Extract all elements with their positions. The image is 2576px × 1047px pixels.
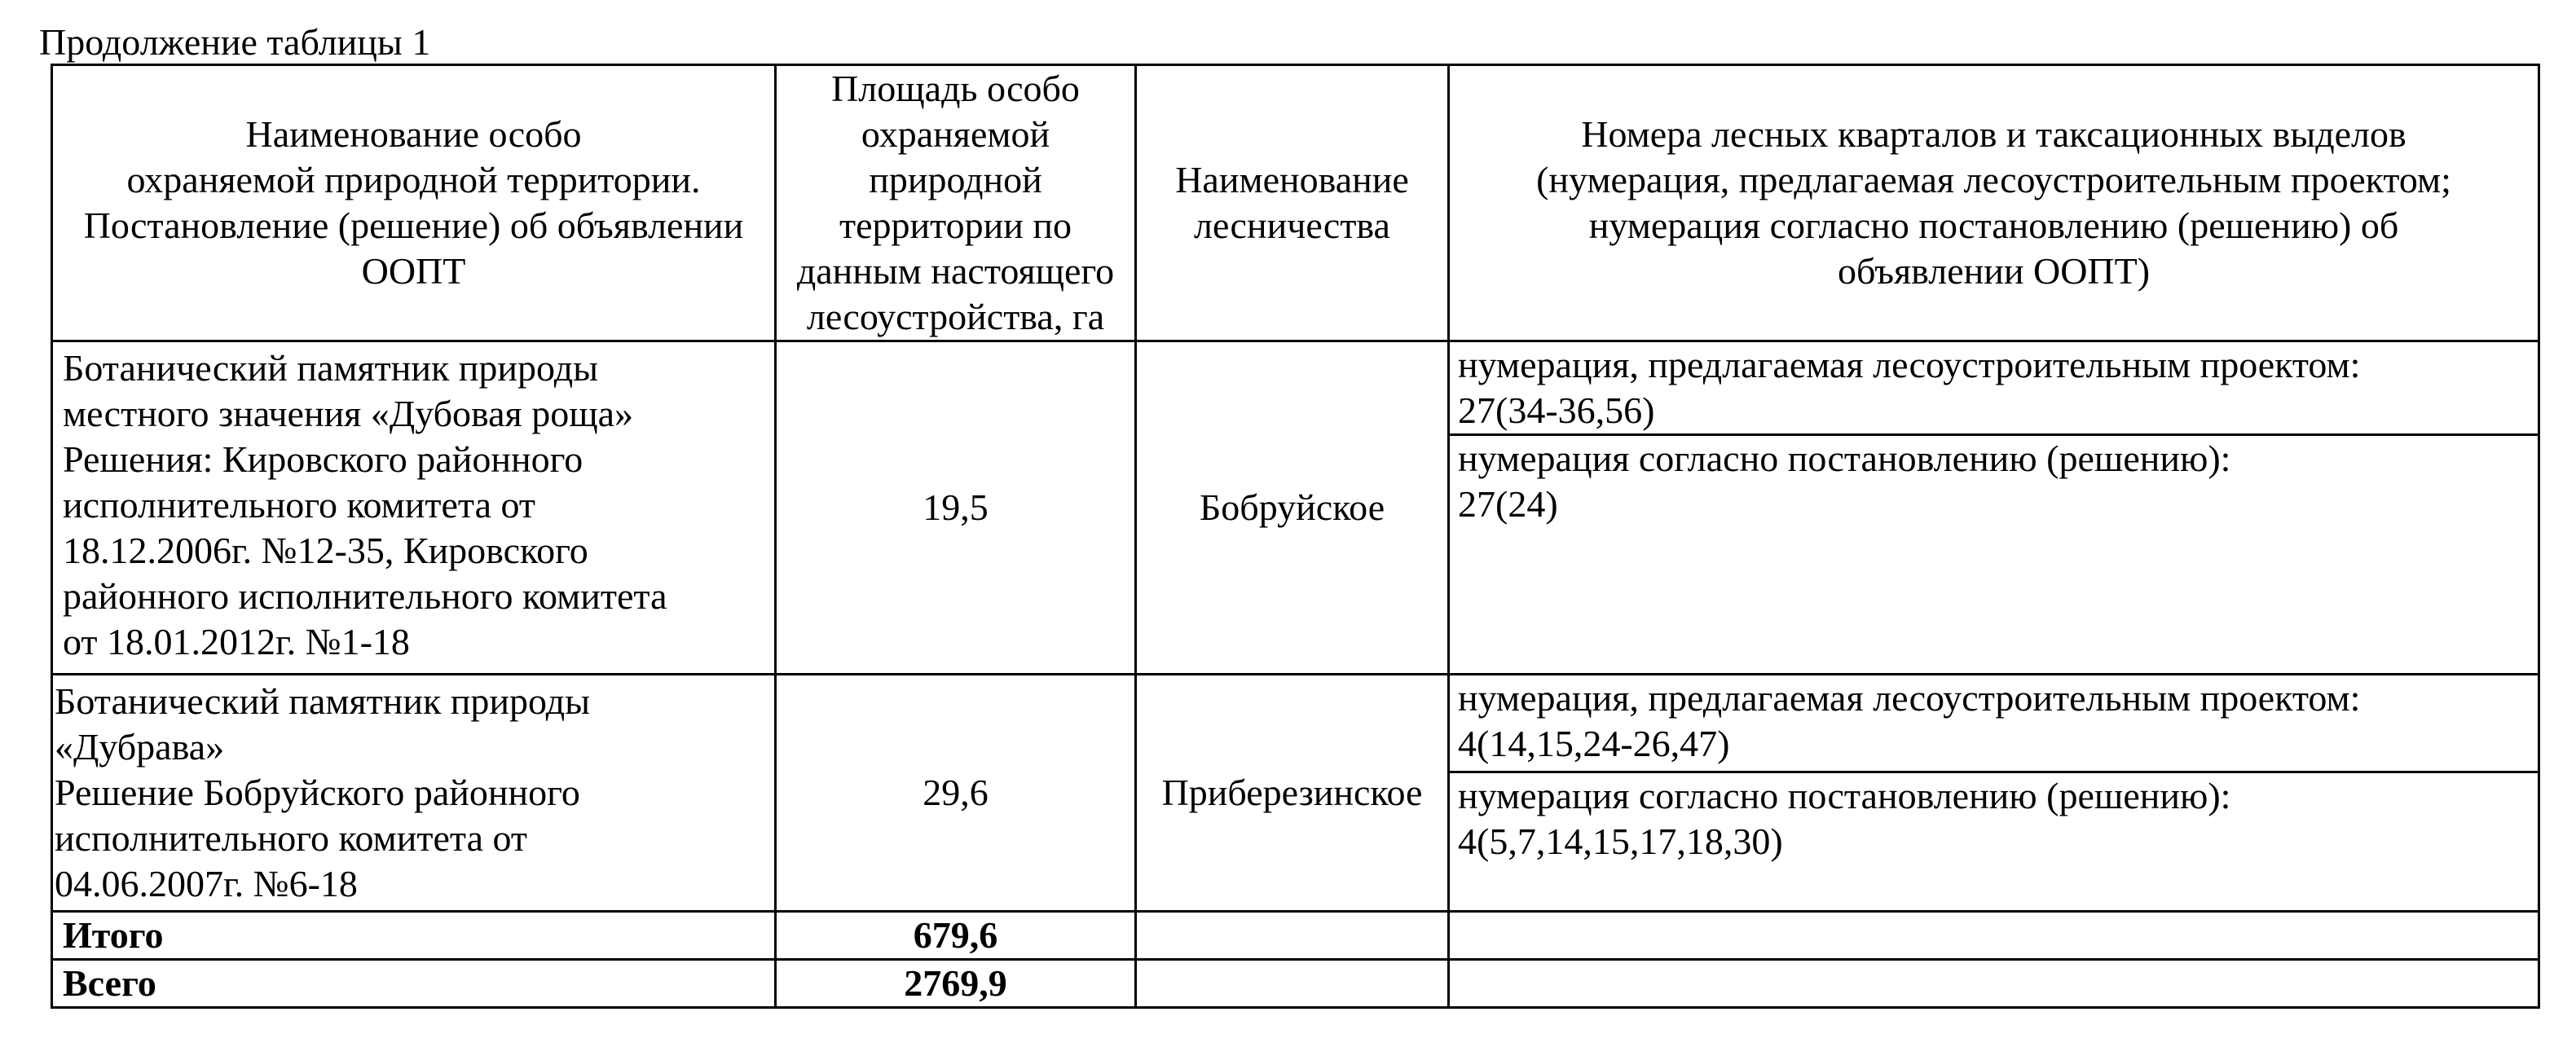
protected-areas-table (51, 64, 2540, 1009)
table-caption: Продолжение таблицы 1 (39, 21, 431, 63)
total-row (52, 960, 2539, 1008)
empty-cell (1449, 960, 2539, 1008)
table-row (52, 675, 2539, 772)
subtotal-label: Итого (52, 912, 776, 960)
proposed-numbering-cell (1449, 675, 2539, 772)
territory-name-line: местного значения «Дубовая роща» (63, 393, 634, 434)
header-forestry (1136, 65, 1449, 341)
proposed-numbering-line: 27(34-36,56) (1458, 389, 1655, 431)
decree-numbering-cell (1449, 772, 2539, 912)
header-forestry-line: Наименование (1175, 159, 1409, 200)
forestry-cell: Бобруйское (1136, 341, 1449, 675)
territory-name-line: Ботанический памятник природы (55, 680, 591, 722)
header-territory-line: Постановление (решение) об объявлении (83, 205, 744, 246)
header-territory-line: ООПТ (361, 250, 466, 292)
header-territory-line: охраняемой природной территории. (126, 159, 701, 200)
forestry-cell: Приберезинское (1136, 675, 1449, 912)
empty-cell (1136, 912, 1449, 960)
territory-name-line: исполнительного комитета от (63, 484, 535, 526)
territory-name-line: районного исполнительного комитета (63, 575, 667, 617)
table-row (52, 341, 2539, 435)
territory-name-cell (52, 341, 776, 675)
empty-cell (1449, 912, 2539, 960)
header-numbers (1449, 65, 2539, 341)
decree-numbering-line: 4(5,7,14,15,17,18,30) (1458, 820, 1783, 863)
header-area-line: охраняемой (861, 113, 1050, 155)
decree-numbering-cell (1449, 435, 2539, 675)
header-forestry-line: лесничества (1194, 205, 1390, 246)
subtotal-value: 679,6 (776, 912, 1136, 960)
proposed-numbering-line: 4(14,15,24-26,47) (1458, 723, 1730, 764)
territory-name-line: Решение Бобруйского районного (55, 772, 580, 813)
decree-numbering-line: 27(24) (1458, 483, 1558, 525)
territory-name-line: от 18.01.2012г. №1-18 (63, 621, 410, 662)
header-area-line: данным настоящего (796, 250, 1115, 292)
header-numbers-line: (нумерация, предлагаемая лесоустроительным проектом; (1536, 159, 2451, 200)
header-area-line: природной (869, 159, 1042, 200)
header-numbers-line: Номера лесных кварталов и таксационных выделов (1581, 113, 2406, 155)
proposed-numbering-cell (1449, 341, 2539, 435)
territory-name-line: 18.12.2006г. №12-35, Кировского (63, 530, 588, 571)
proposed-numbering-line: нумерация, предлагаемая лесоустроительным проектом: (1458, 344, 2361, 385)
header-territory (52, 65, 776, 341)
territory-name-line: 04.06.2007г. №6-18 (55, 863, 358, 904)
territory-name-cell (52, 675, 776, 912)
territory-name-line: исполнительного комитета от (55, 817, 527, 859)
header-numbers-line: объявлении ООПТ) (1837, 250, 2151, 292)
header-territory-line: Наименование особо (245, 113, 582, 155)
header-area-line: Площадь особо (831, 68, 1080, 109)
empty-cell (1136, 960, 1449, 1008)
area-cell: 29,6 (776, 675, 1136, 912)
decree-numbering-line: нумерация согласно постановлению (решению): (1458, 775, 2231, 817)
total-value: 2769,9 (776, 960, 1136, 1008)
header-area-line: территории по (839, 205, 1072, 246)
subtotal-row (52, 912, 2539, 960)
territory-name-line: «Дубрава» (55, 726, 225, 768)
header-area-line: лесоустройства, га (806, 296, 1105, 337)
area-cell: 19,5 (776, 341, 1136, 675)
total-label: Всего (52, 960, 776, 1008)
header-area (776, 65, 1136, 341)
table-header-row (52, 65, 2539, 341)
territory-name-line: Ботанический памятник природы (63, 347, 599, 389)
decree-numbering-line: нумерация согласно постановлению (решению): (1458, 438, 2231, 479)
proposed-numbering-line: нумерация, предлагаемая лесоустроительным проектом: (1458, 677, 2361, 719)
header-numbers-line: нумерация согласно постановлению (решению) об (1588, 205, 2399, 246)
territory-name-line: Решения: Кировского районного (63, 438, 583, 480)
